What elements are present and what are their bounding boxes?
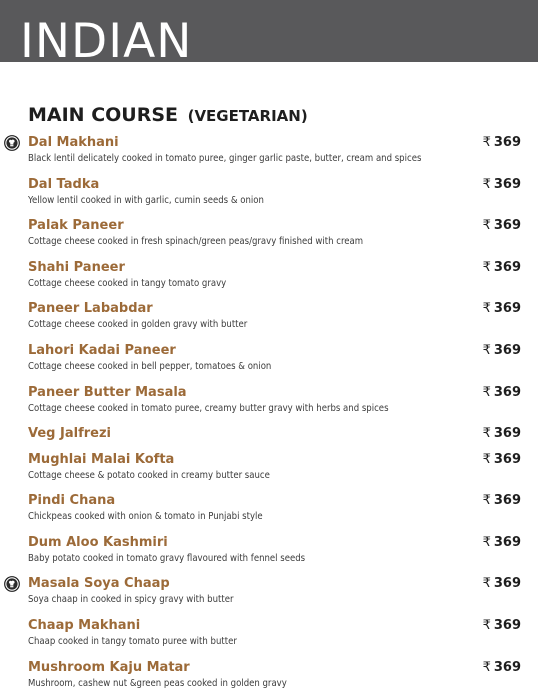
- item-price: [483, 576, 521, 592]
- item-price: [483, 218, 521, 234]
- item-description: Chaap cooked in tangy tomato puree with butter: [28, 635, 237, 647]
- rupee-symbol: ₹: [482, 384, 491, 400]
- rupee-symbol: ₹: [482, 493, 491, 509]
- item-name: Masala Soya Chaap: [28, 576, 170, 592]
- item-price: [483, 135, 521, 151]
- item-name: Lahori Kadai Paneer: [28, 342, 176, 358]
- item-name: Palak Paneer: [28, 218, 124, 234]
- menu-item: [0, 447, 538, 489]
- chef-special-icon: [4, 576, 20, 592]
- item-name: Dal Tadka: [28, 176, 100, 192]
- rupee-symbol: ₹: [482, 426, 491, 442]
- section-title: MAIN COURSE: [28, 104, 179, 126]
- item-price: [483, 177, 521, 193]
- header-band: [0, 0, 538, 62]
- item-price: [483, 660, 521, 676]
- menu-item: [0, 571, 538, 613]
- menu-item: [0, 655, 538, 697]
- rupee-symbol: ₹: [482, 259, 491, 275]
- menu-item: [0, 530, 538, 572]
- item-description: Soya chaap in cooked in spicy gravy with butter: [28, 594, 234, 606]
- rupee-symbol: ₹: [482, 617, 491, 633]
- item-price: [483, 493, 521, 509]
- item-price: [483, 452, 521, 468]
- rupee-symbol: ₹: [482, 342, 491, 358]
- menu-item: [0, 421, 538, 446]
- menu-item: [0, 338, 538, 380]
- rupee-symbol: ₹: [482, 218, 491, 234]
- menu-item: [0, 488, 538, 530]
- item-description: Cottage cheese & potato cooked in creamy butter sauce: [28, 469, 270, 481]
- item-description: Cottage cheese cooked in bell pepper, tomatoes & onion: [28, 360, 272, 372]
- item-name: Dal Makhani: [28, 135, 119, 150]
- item-price: [483, 385, 521, 401]
- section-heading: [28, 104, 308, 126]
- item-name: Chaap Makhani: [28, 617, 141, 633]
- item-price: [483, 260, 521, 276]
- menu-item: [0, 130, 538, 172]
- item-name: Paneer Butter Masala: [28, 384, 187, 400]
- menu-item: [0, 213, 538, 255]
- item-name: Mushroom Kaju Matar: [28, 659, 190, 675]
- item-name: Pindi Chana: [28, 493, 116, 509]
- menu-item: [0, 613, 538, 655]
- rupee-symbol: ₹: [482, 176, 491, 192]
- item-description: Black lentil delicately cooked in tomato puree, ginger garlic paste, butter, cream and spices: [28, 153, 422, 164]
- item-description: Cottage cheese cooked in golden gravy with butter: [28, 319, 248, 331]
- item-price: [483, 535, 521, 551]
- item-price: [483, 426, 521, 442]
- price-amount: 369: [493, 493, 521, 509]
- rupee-symbol: ₹: [482, 576, 491, 592]
- item-description: Baby potato cooked in tomato gravy flavoured with fennel seeds: [28, 552, 306, 564]
- price-amount: 369: [493, 534, 521, 550]
- price-amount: 369: [493, 617, 521, 633]
- menu-list: [0, 130, 538, 696]
- rupee-symbol: ₹: [482, 659, 491, 675]
- chef-special-icon: [4, 135, 20, 151]
- item-description: Cottage cheese cooked in tomato puree, creamy butter gravy with herbs and spices: [28, 402, 389, 414]
- menu-item: [0, 380, 538, 422]
- price-amount: 369: [493, 218, 521, 234]
- item-name: Shahi Paneer: [28, 259, 125, 275]
- item-description: Cottage cheese cooked in tangy tomato gravy: [28, 277, 227, 289]
- cuisine-title: INDIAN: [20, 14, 193, 62]
- price-amount: 369: [493, 426, 521, 442]
- item-description: Chickpeas cooked with onion & tomato in Punjabi style: [28, 511, 263, 523]
- item-description: Mushroom, cashew nut &green peas cooked in golden gravy: [28, 677, 287, 689]
- item-name: Paneer Lababdar: [28, 301, 153, 317]
- item-price: [483, 618, 521, 634]
- price-amount: 369: [493, 301, 521, 317]
- menu-item: [0, 255, 538, 297]
- price-amount: 369: [493, 384, 521, 400]
- price-amount: 369: [493, 259, 521, 275]
- price-amount: 369: [493, 135, 521, 150]
- item-name: Dum Aloo Kashmiri: [28, 534, 168, 550]
- price-amount: 369: [493, 576, 521, 592]
- rupee-symbol: ₹: [482, 534, 491, 550]
- rupee-symbol: ₹: [482, 301, 491, 317]
- price-amount: 369: [493, 451, 521, 467]
- rupee-symbol: ₹: [482, 451, 491, 467]
- menu-item: [0, 296, 538, 338]
- menu-item: [0, 172, 538, 214]
- section-subtitle: (VEGETARIAN): [187, 107, 308, 125]
- item-name: Mughlai Malai Kofta: [28, 451, 175, 467]
- item-name: Veg Jalfrezi: [28, 426, 111, 442]
- item-price: [483, 343, 521, 359]
- item-price: [483, 301, 521, 317]
- item-description: Cottage cheese cooked in fresh spinach/green peas/gravy finished with cream: [28, 236, 364, 248]
- item-description: Yellow lentil cooked in with garlic, cumin seeds & onion: [28, 194, 264, 206]
- rupee-symbol: ₹: [482, 135, 491, 150]
- price-amount: 369: [493, 342, 521, 358]
- price-amount: 369: [493, 659, 521, 675]
- price-amount: 369: [493, 176, 521, 192]
